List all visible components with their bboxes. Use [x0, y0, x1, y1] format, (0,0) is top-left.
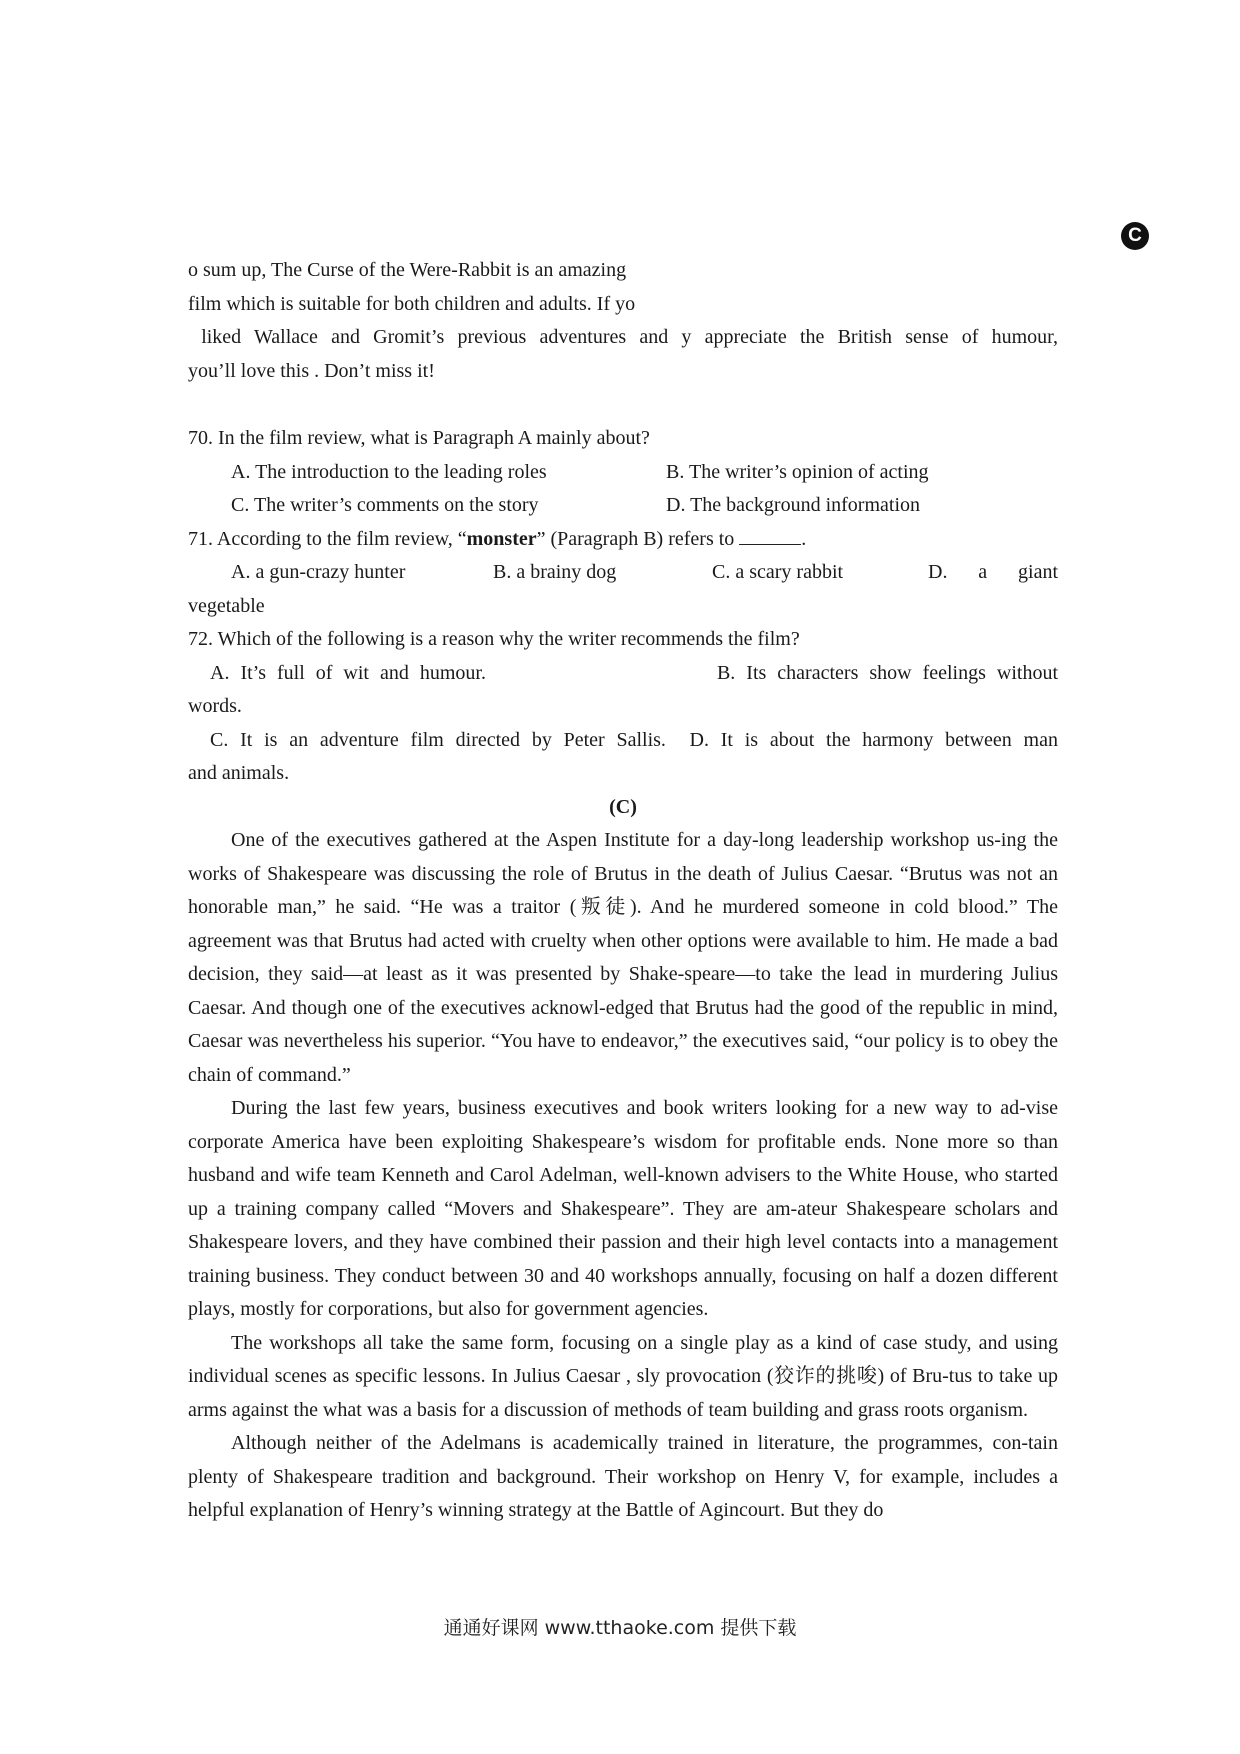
intro-line-4: you’ll love this . Don’t miss it! [188, 359, 435, 382]
passage-paragraph: Although neither of the Adelmans is academically trained in literature, the programmes, con-tain plenty of Shakespeare tradition and background. Their workshop on Henry V, for example, includes a helpful explanation of Henry’s winning strategy at the Battle of Agincourt. But they do [188, 1432, 1058, 1521]
intro-line-2: film which is suitable for both children and adults. If yo [188, 292, 636, 315]
question-71-options [188, 556, 1058, 590]
option-70-d: D. The background information [666, 494, 921, 516]
option-70-a: A. The introduction to the leading roles [231, 460, 547, 483]
spacer [188, 388, 1058, 422]
q71-stem-end: . [801, 527, 807, 550]
question-72-options-cd: C. It is an adventure film directed by Peter Sallis. D. It is about the harmony between man [210, 728, 1058, 751]
question-70-stem: 70. In the film review, what is Paragraph A mainly about? [188, 427, 650, 449]
question-72-stem: 72. Which of the following is a reason why the writer recommends the film? [188, 628, 800, 650]
option-70-c: C. The writer’s comments on the story [231, 494, 539, 516]
footer-watermark: 通通好课网 www.tthaoke.com 提供下载 [443, 1617, 797, 1639]
q71-keyword: monster [466, 527, 537, 550]
option-71-d-continued: vegetable [188, 594, 265, 617]
intro-line-1: o sum up, The Curse of the Were-Rabbit is an amazing [188, 259, 627, 281]
q71-stem-pre: 71. According to the film review, “ [188, 527, 467, 550]
option-71-b: B. a brainy dog [493, 561, 617, 583]
q71-stem-post: ” (Paragraph B) refers to [536, 527, 740, 550]
question-72-options-cd-continued: and animals. [188, 762, 290, 784]
passage-paragraph: One of the executives gathered at the Aspen Institute for a day-long leadership workshop us-ing the works of Shakespeare was discussing the role of Brutus in the death of Julius Caesar. “Brutus was not an honorable man,” he said. “He was a traitor (叛徒). And he murdered someone in cold blood.” The agreement was that Brutus had acted with cruelty when other options were available to him. He made a bad decision, they said—at least as it was presented by Shake-speare—to take the lead in murdering Julius Caesar. And though one of the executives acknowl-edged that Brutus had the good of the republic in mind, Caesar was nevertheless his superior. “You have to endeavor,” the executives said, “our policy is to obey the chain of command.” [188, 829, 1058, 1086]
question-71-stem [188, 523, 1058, 557]
answer-blank [739, 526, 801, 545]
question-72-options-ab-continued: words. [188, 695, 242, 717]
corner-badge: C [1121, 222, 1149, 250]
question-70-options-cd [188, 489, 1058, 523]
intro-line-3: liked Wallace and Gromit’s previous adventures and y appreciate the British sense of humour, [188, 326, 1058, 348]
option-70-b: B. The writer’s opinion of acting [666, 460, 929, 483]
section-label: (C) [609, 795, 637, 818]
question-72-options-ab: A. It’s full of wit and humour. B. Its characters show feelings without [210, 661, 1058, 684]
page-content [188, 254, 1058, 1528]
question-70-options-ab [188, 456, 1058, 490]
option-71-d: D. a giant [928, 561, 1058, 583]
option-71-c: C. a scary rabbit [712, 561, 844, 583]
option-71-a: A. a gun-crazy hunter [231, 561, 406, 583]
passage-paragraph: The workshops all take the same form, focusing on a single play as a kind of case study, and using individual scenes as specific lessons. In Julius Caesar , sly provocation (狡诈的挑唆) of Bru-tus to take up arms against the what was a basis for a discussion of methods of team building and grass roots organism. [188, 1331, 1058, 1421]
passage-paragraph: During the last few years, business executives and book writers looking for a new way to ad-vise corporate America have been exploiting Shakespeare’s wisdom for profitable ends. None more so than husband and wife team Kenneth and Carol Adelman, well-known advisers to the White House, who started up a training company called “Movers and Shakespeare”. They are am-ateur Shakespeare scholars and Shakespeare lovers, and they have combined their passion and their high level contacts into a management training business. They conduct between 30 and 40 workshops annually, focusing on half a dozen different plays, mostly for corporations, but also for government agencies. [188, 1097, 1058, 1320]
